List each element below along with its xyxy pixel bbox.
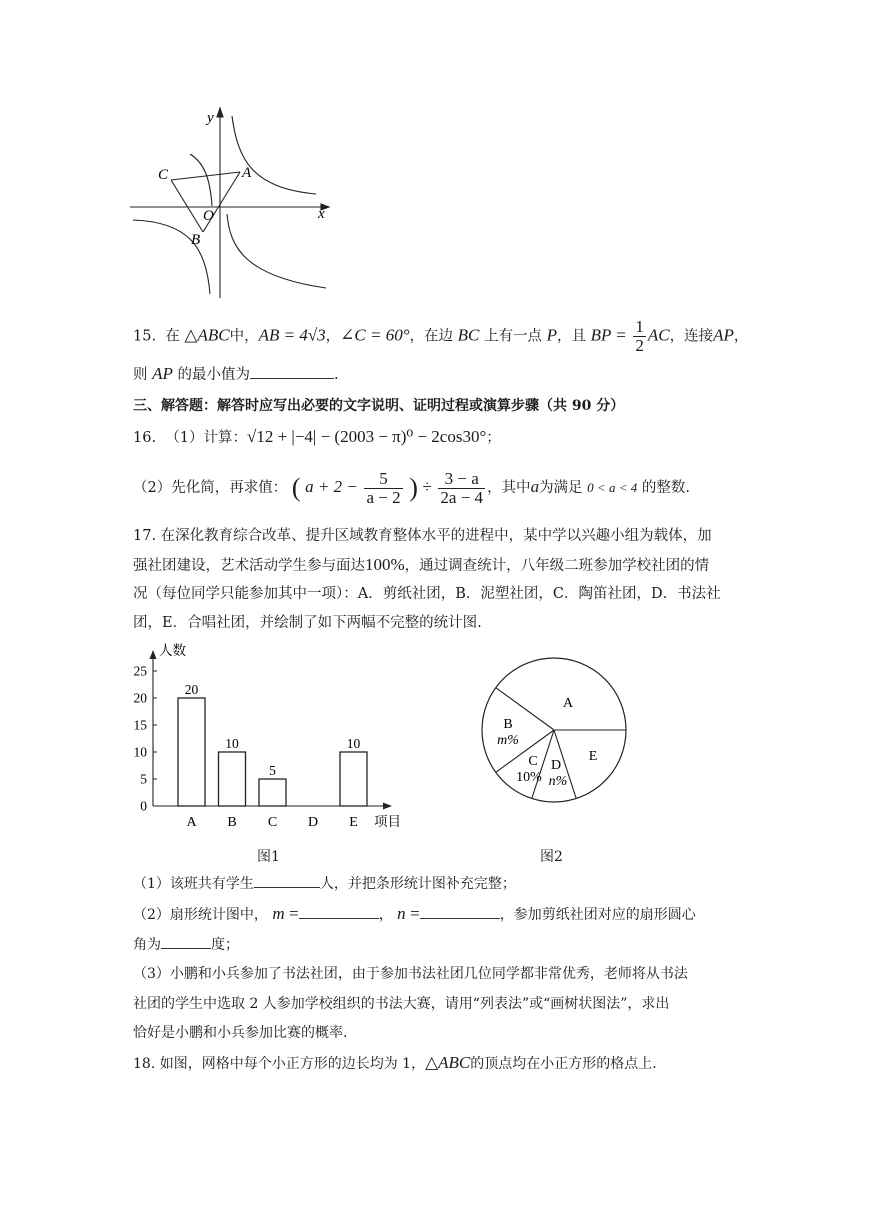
section3-heading: 三、解答题：解答时应写出必要的文字说明、证明过程或演算步骤（共 90 分）: [133, 398, 625, 414]
bar-E: [340, 752, 367, 806]
hyperbola-branch-1: [232, 116, 316, 194]
q15-line1: 15. 在 △ABC中，AB = 4√3，∠C = 60°，在边 BC 上有一点 P，且 BP = $\frac{1}{2}$ AC，连接AP，: [133, 317, 749, 355]
q17-total-blank[interactable]: [254, 873, 320, 888]
bar-y-tick-label: 5: [140, 771, 147, 787]
q17-sub2: （2）扇形统计图中， m = ， n = ，参加剪纸社团对应的扇形圆心: [133, 904, 696, 923]
bar-B: [219, 752, 246, 806]
y-axis-arrow: [217, 108, 223, 117]
q16-fraction-2: $\frac{3 - a}{2a - 4}$: [440, 468, 484, 507]
bar-y-tick-label: 10: [133, 744, 147, 760]
q17-sub1: （1）该班共有学生 人，并把条形统计图补充完整；: [133, 873, 516, 895]
q18-line: 18. 如图，网格中每个小正方形的边长均为 1，△ABC的顶点均在小正方形的格点上.: [133, 1053, 657, 1072]
point-a-label: A: [242, 165, 252, 181]
origin-label: O: [203, 208, 214, 224]
bar-data-label: 20: [184, 682, 199, 697]
bar-chart: [120, 638, 420, 833]
pie-label-B: m%: [497, 733, 519, 748]
hyperbola-branch-4: [227, 214, 326, 288]
q17-line4: 团，E．合唱社团，并绘制了如下两幅不完整的统计图.: [133, 615, 482, 631]
pie-label-E: E: [588, 749, 598, 764]
x-axis-label: x: [318, 206, 325, 222]
bar-A: [178, 698, 205, 806]
point-b-label: B: [191, 232, 201, 248]
q16-fraction-1: $\frac{5}{a - 2}$: [366, 468, 401, 507]
bar-data-label: 5: [269, 763, 276, 778]
point-c-label: C: [158, 167, 169, 183]
pie-label-D: D: [550, 758, 562, 773]
q17-sub2-line2: 角为 度；: [133, 934, 239, 956]
bar-category-label: E: [349, 815, 358, 830]
bar-category-label: C: [267, 815, 278, 830]
bar-y-tick-label: 0: [140, 798, 147, 814]
pie-label-C: C: [528, 754, 538, 769]
q17-n-blank[interactable]: [420, 904, 500, 919]
pie-label-C: 10%: [516, 770, 542, 785]
q16-expression: √12 + |−4| − (2003 − π)⁰ − 2cos30°: [247, 427, 487, 446]
q15-line2: 则 AP 的最小值为 .: [133, 364, 339, 383]
q17-sub3-line3: 恰好是小鹏和小兵参加比赛的概率.: [133, 1025, 348, 1041]
y-axis-label: y: [207, 110, 214, 126]
bar-x-axis-label: 项目: [374, 814, 401, 829]
pie-label-A: A: [562, 696, 574, 711]
q17-sub3-line2: 社团的学生中选取 2 人参加学校组织的书法大赛，请用“列表法”或“画树状图法”，求出: [133, 996, 670, 1012]
bar-y-axis-label: 人数: [159, 643, 186, 658]
q17-sub3-line1: （3）小鹏和小兵参加了书法社团，由于参加书法社团几位同学都非常优秀，老师将从书法: [133, 966, 688, 982]
bar-category-label: B: [227, 815, 237, 830]
bar-y-tick-label: 15: [133, 717, 147, 733]
q15-fraction: $\frac{1}{2}$: [635, 317, 644, 355]
bar-y-tick-label: 20: [133, 690, 147, 706]
segment-cb: [171, 180, 203, 232]
bar-category-label: D: [307, 815, 319, 830]
q17-line1: 17. 在深化教育综合改革、提升区域教育整体水平的进程中，某中学以兴趣小组为载体，加: [133, 528, 712, 544]
q16-part1: 16. （1）计算：√12 + |−4| − (2003 − π)⁰ − 2cos30°；: [133, 427, 501, 446]
q17-angle-blank[interactable]: [161, 934, 211, 949]
bar-data-label: 10: [346, 736, 361, 751]
bar-y-axis-arrow: [150, 650, 157, 659]
q15-answer-blank[interactable]: [250, 364, 334, 379]
bar-x-axis-arrow: [383, 803, 392, 810]
bar-y-tick-label: 25: [133, 663, 147, 679]
pie-label-D: n%: [548, 774, 568, 789]
hyperbola-branch-3: [190, 154, 212, 206]
q17-line3: 况（每位同学只能参加其中一项）：A．剪纸社团，B．泥塑社团，C．陶笛社团，D．书法社: [133, 586, 721, 602]
pie-chart: [475, 652, 640, 812]
q16-part2: （2）先化简，再求值： ( a + 2 − $\frac{5}{a - 2}$ ) ÷ $\frac{3 - a}{2a - 4}$ ，其中a为满足 0 < a < 4 的整数.: [133, 468, 690, 507]
q17-line2: 强社团建设，艺术活动学生参与面达100%，通过调查统计，八年级二班参加学校社团的情: [133, 555, 710, 574]
bar-C: [259, 779, 286, 806]
q17-m-blank[interactable]: [299, 904, 379, 919]
bar-category-label: A: [186, 815, 197, 830]
pie-label-B: B: [503, 717, 513, 732]
bar-data-label: 10: [225, 736, 239, 751]
figure-2-caption: 图2: [540, 849, 563, 865]
figure-1-caption: 图1: [257, 849, 280, 865]
hyperbola-graph: [128, 106, 333, 302]
